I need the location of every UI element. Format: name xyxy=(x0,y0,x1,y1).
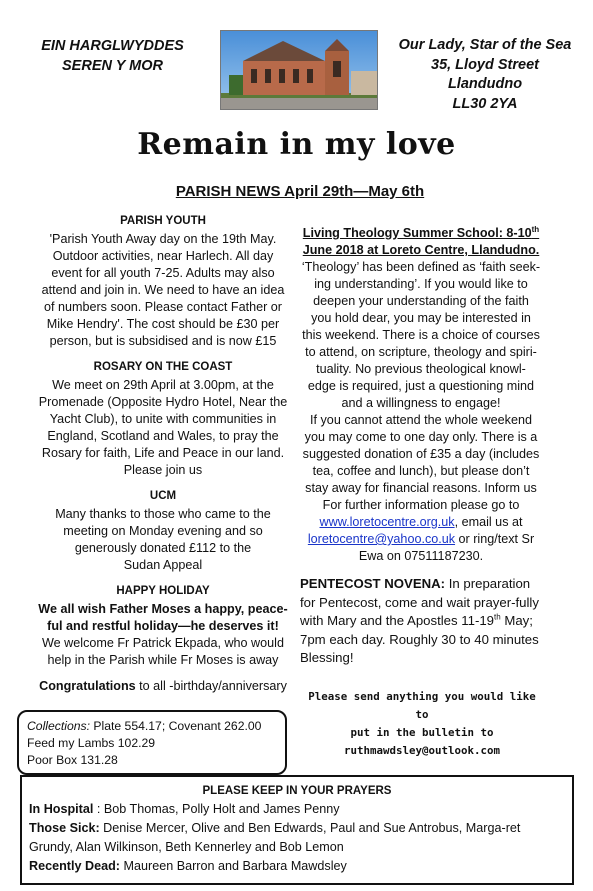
prayers-box xyxy=(20,775,574,885)
bulletin-submission-note xyxy=(302,688,542,760)
church-name: Our Lady, Star of the Sea xyxy=(398,37,572,53)
text-line: England, Scotland and Wales, to pray the xyxy=(47,429,279,443)
text-line: Promenade (Opposite Hydro Hotel, Near the xyxy=(38,395,288,409)
congratulations-line xyxy=(28,678,298,695)
postcode: LL30 2YA xyxy=(452,95,518,112)
church-address xyxy=(385,36,585,114)
summer-school-heading xyxy=(300,225,542,242)
recently-dead-label: Recently Dead: xyxy=(29,859,120,873)
text-line: put in the bulletin to xyxy=(350,726,494,739)
loreto-email-link[interactable]: loretocentre@yahoo.co.uk xyxy=(307,532,456,546)
text-line: Many thanks to those who came to the xyxy=(55,507,271,521)
text-line: this weekend. There is a choice of courses xyxy=(302,328,540,342)
sick-line xyxy=(29,819,565,857)
text-line: Yacht Club), to unite with communities in xyxy=(49,412,277,426)
email-line xyxy=(300,531,542,548)
text-line: We meet on 29th April at 3.00pm, at the xyxy=(52,378,274,392)
section-heading: HAPPY HOLIDAY xyxy=(116,585,210,597)
text-line: Mike Hendry'. The cost should be £30 per xyxy=(46,317,280,331)
recently-dead-text: Maureen Barron and Barbara Mawdsley xyxy=(120,859,347,873)
text-line: Sudan Appeal xyxy=(123,558,203,572)
text-line: Ewa on 07511187230. xyxy=(358,549,484,563)
text-line: stay away for financial reasons. Inform us xyxy=(305,481,537,495)
text-line: Please join us xyxy=(123,463,203,477)
ucm-section xyxy=(28,488,298,574)
prayers-heading: PLEASE KEEP IN YOUR PRAYERS xyxy=(202,785,392,797)
text-line: you may come to one day only. There is a xyxy=(304,430,538,444)
text-line: person, but is subsidised and is now £15 xyxy=(49,334,277,348)
text-line: tea, coffee and lunch), but please don’t xyxy=(312,464,530,478)
congratulations-text: to all -birthday/anniversary xyxy=(135,679,287,693)
collections-label: Collections: xyxy=(27,719,90,733)
pentecost-novena xyxy=(300,575,542,668)
novena-superscript: th xyxy=(494,612,501,622)
heading-line-1: Living Theology Summer School: 8-10 xyxy=(302,226,532,240)
sick-label: Those Sick: xyxy=(29,821,100,835)
text-line: If you cannot attend the whole weekend xyxy=(310,413,532,427)
church-photo xyxy=(220,30,378,110)
text-line: We welcome Fr Patrick Ekpada, who would xyxy=(42,636,284,650)
section-heading: PARISH YOUTH xyxy=(120,215,206,227)
street-address: 35, Lloyd Street xyxy=(431,56,539,73)
right-column xyxy=(300,225,542,565)
feed-my-lambs-line: Feed my Lambs 102.29 xyxy=(27,736,156,750)
submission-email: ruthmawdsley@outlook.com xyxy=(343,744,500,757)
poor-box-line: Poor Box 131.28 xyxy=(27,753,118,767)
rosary-section xyxy=(28,359,298,479)
text-line: 'Parish Youth Away day on the 19th May. xyxy=(49,232,277,246)
text-line: edge is required, just a questioning mind xyxy=(307,379,535,393)
section-heading: UCM xyxy=(149,490,177,502)
text-line: ful and restful holiday—he deserves it! xyxy=(47,619,279,633)
summer-school-heading-2: June 2018 at Loreto Centre, Llandudno. xyxy=(302,243,540,257)
text-line: help in the Parish while Fr Moses is away xyxy=(47,653,279,667)
web-line xyxy=(300,514,542,531)
text-line: you hold dear, you may be interested in xyxy=(311,311,531,325)
text-line: suggested donation of £35 a day (includes xyxy=(302,447,540,461)
text-line: to attend, on scripture, theology and spiri- xyxy=(305,345,537,359)
text-line: Please send anything you would like to xyxy=(308,690,536,721)
text-line: Rosary for faith, Life and Peace in our land. xyxy=(41,446,285,460)
section-heading: ROSARY ON THE COAST xyxy=(93,361,233,373)
town: Llandudno xyxy=(447,76,523,92)
text-line: We all wish Father Moses a happy, peace- xyxy=(38,602,288,616)
text-line: event for all youth 7-25. Adults may also xyxy=(51,266,275,280)
bulletin-subtitle: PARISH NEWS April 29th—May 6th xyxy=(175,183,425,200)
text-line: ‘Theology’ has been defined as ‘faith seek- xyxy=(301,260,541,274)
bulletin-title: Remain in my love xyxy=(137,127,456,162)
plate-covenant-text: Plate 554.17; Covenant 262.00 xyxy=(90,719,262,733)
text-fragment: or ring/text Sr xyxy=(455,532,535,546)
text-line: For further information please go to xyxy=(322,498,520,512)
heading-superscript: th xyxy=(531,224,540,234)
novena-label: PENTECOST NOVENA: xyxy=(300,576,446,591)
congratulations-label: Congratulations xyxy=(39,679,136,693)
loreto-website-link[interactable]: www.loretocentre.org.uk xyxy=(319,515,455,529)
hospital-text: : Bob Thomas, Polly Holt and James Penny xyxy=(93,802,340,816)
left-column xyxy=(28,213,298,695)
hospital-label: In Hospital xyxy=(29,802,94,816)
text-line: and a willingness to engage! xyxy=(341,396,501,410)
happy-holiday-section xyxy=(28,583,298,669)
text-line: of numbers soon. Please contact Father or xyxy=(43,300,282,314)
collections-box xyxy=(17,710,287,775)
text-line: generously donated £112 to the xyxy=(74,541,252,555)
welsh-name-line-1: EIN HARGLWYDDES xyxy=(41,38,184,54)
hospital-line xyxy=(29,800,565,819)
text-line: tuality. No previous theological knowl- xyxy=(316,362,526,376)
text-line: meeting on Monday evening and so xyxy=(63,524,263,538)
welsh-name-line-2: SEREN Y MOR xyxy=(62,58,163,74)
parish-youth-section xyxy=(28,213,298,350)
novena-text-1: In preparation for Pentecost, come and wait prayer-fully with Mary and the Apostles 11-19 xyxy=(300,576,539,628)
text-line: ing understanding’. If you would like to xyxy=(314,277,528,291)
welsh-parish-name xyxy=(20,36,205,76)
recently-dead-line xyxy=(29,857,565,876)
text-line: deepen your understanding of the faith xyxy=(313,294,529,308)
novena-text-2: May; 7pm each day. Roughly 30 to 40 minutes Blessing! xyxy=(300,613,539,665)
text-line: Outdoor activities, near Harlech. All day xyxy=(52,249,274,263)
text-line: attend and join in. We need to have an idea xyxy=(41,283,285,297)
text-fragment: , email us at xyxy=(454,515,523,529)
plate-line xyxy=(27,718,277,735)
sick-text: Denise Mercer, Olive and Ben Edwards, Paul and Sue Antrobus, Marga-ret Grundy, Alan Wilkinson, Beth Kennerley and Bob Lemon xyxy=(29,821,521,854)
